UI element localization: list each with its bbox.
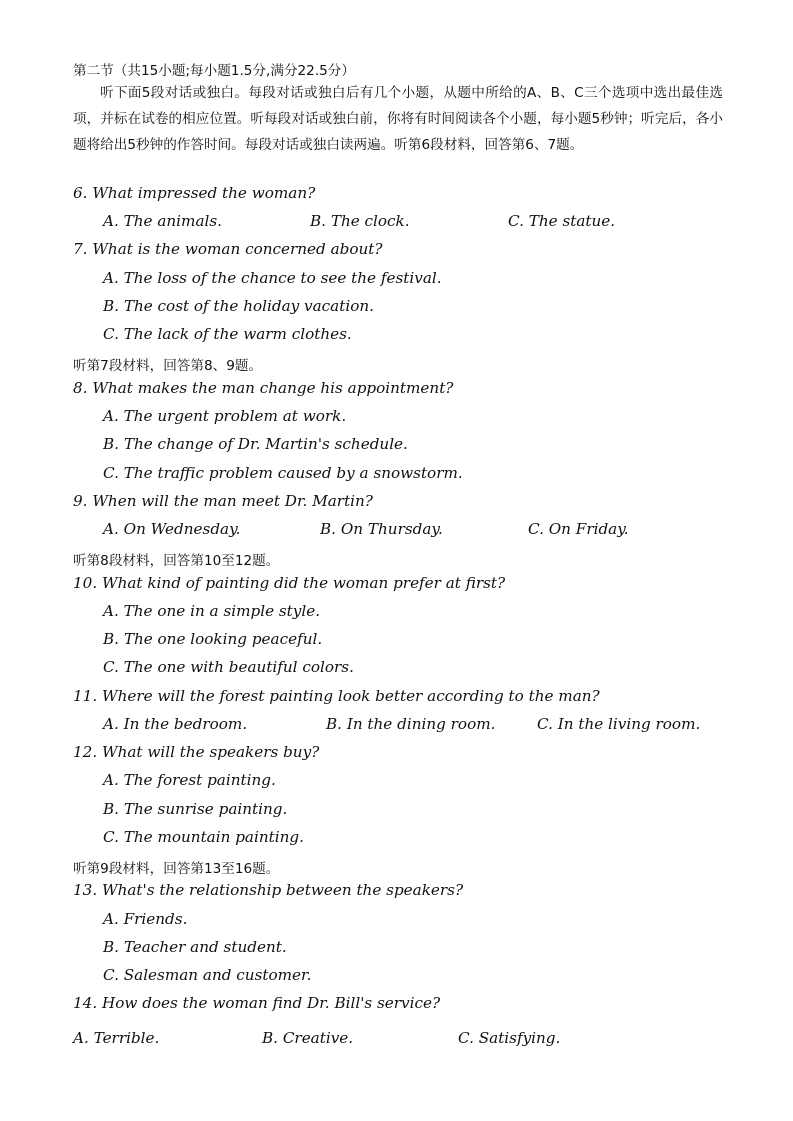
question-6-stem: 6. What impressed the woman?: [73, 184, 316, 202]
question-11-option-c: C. In the living room.: [537, 715, 701, 733]
question-13-stem: 13. What's the relationship between the speakers?: [73, 881, 464, 899]
question-12-stem: 12. What will the speakers buy?: [73, 743, 320, 761]
question-13-option-a: A. Friends.: [103, 910, 188, 928]
question-7-option-c: C. The lack of the warm clothes.: [103, 325, 352, 343]
question-10-option-a: A. The one in a simple style.: [103, 602, 321, 620]
question-7-option-b: B. The cost of the holiday vacation.: [103, 297, 374, 315]
question-13-option-b: B. Teacher and student.: [103, 938, 287, 956]
question-6-option-a: A. The animals.: [103, 212, 222, 230]
question-10-stem: 10. What kind of painting did the woman prefer at first?: [73, 574, 506, 592]
question-7-stem: 7. What is the woman concerned about?: [73, 240, 383, 258]
question-7-option-a: A. The loss of the chance to see the festival.: [103, 269, 442, 287]
question-10-option-b: B. The one looking peaceful.: [103, 630, 323, 648]
question-8-option-c: C. The traffic problem caused by a snowstorm.: [103, 464, 463, 482]
part-7-heading: 听第7段材料，回答第8、9题。: [73, 358, 263, 374]
question-14-stem: 14. How does the woman find Dr. Bill's service?: [73, 994, 441, 1012]
question-6-option-b: B. The clock.: [310, 212, 410, 230]
question-9-stem: 9. When will the man meet Dr. Martin?: [73, 492, 373, 510]
part-9-heading: 听第9段材料，回答第13至16题。: [73, 861, 280, 877]
question-9-option-a: A. On Wednesday.: [103, 520, 241, 538]
question-11-option-a: A. In the bedroom.: [103, 715, 248, 733]
question-11-stem: 11. Where will the forest painting look better according to the man?: [73, 687, 600, 705]
question-8-option-b: B. The change of Dr. Martin's schedule.: [103, 435, 408, 453]
section-header: 第二节（共15小题;每小题1.5分,满分22.5分）: [73, 63, 355, 79]
question-6-option-c: C. The statue.: [508, 212, 616, 230]
question-14-option-c: C. Satisfying.: [458, 1029, 561, 1047]
question-12-option-a: A. The forest painting.: [103, 771, 276, 789]
question-8-option-a: A. The urgent problem at work.: [103, 407, 347, 425]
question-9-option-b: B. On Thursday.: [320, 520, 443, 538]
question-14-option-b: B. Creative.: [262, 1029, 354, 1047]
part-8-heading: 听第8段材料，回答第10至12题。: [73, 553, 280, 569]
question-13-option-c: C. Salesman and customer.: [103, 966, 312, 984]
question-12-option-b: B. The sunrise painting.: [103, 800, 288, 818]
question-11-option-b: B. In the dining room.: [326, 715, 496, 733]
question-12-option-c: C. The mountain painting.: [103, 828, 304, 846]
question-10-option-c: C. The one with beautiful colors.: [103, 658, 354, 676]
question-14-option-a: A. Terrible.: [73, 1029, 160, 1047]
question-9-option-c: C. On Friday.: [528, 520, 629, 538]
section-instructions: 听下面5段对话或独白。每段对话或独白后有几个小题，从题中所给的A、B、C三个选项中选出最佳选项，并标在试卷的相应位置。听每段对话或独白前，你将有时间阅读各个小题，每小题5秒钟；听完后，各小题将给出5秒钟的作答时间。每段对话或独白读两遍。听第6段材料，回答第6、7题。: [73, 85, 723, 153]
question-8-stem: 8. What makes the man change his appointment?: [73, 379, 454, 397]
